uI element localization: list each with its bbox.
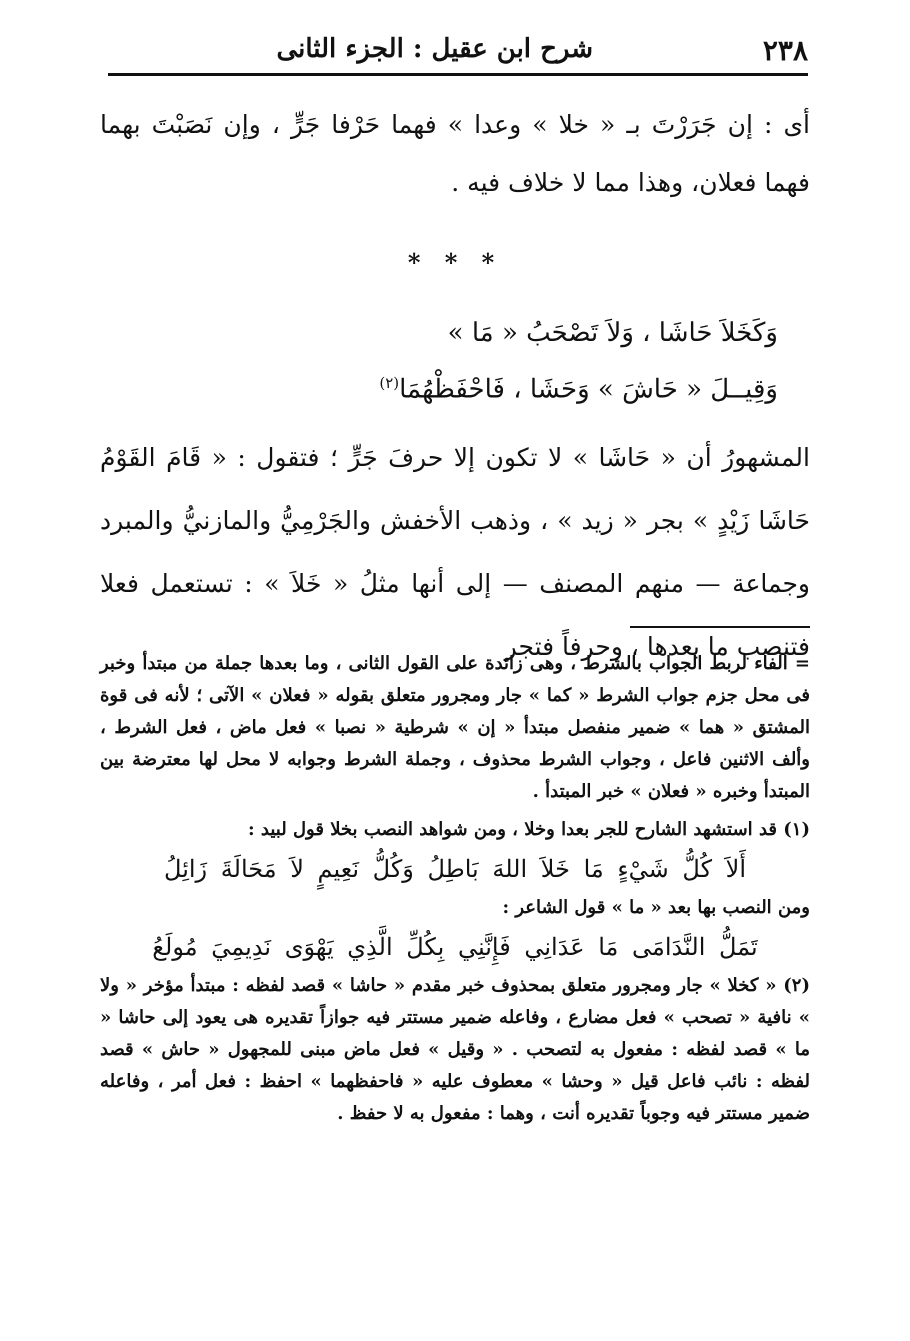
footnote-divider: [630, 626, 810, 628]
footnote-continuation: = الفاء لربط الجواب بالشرط ، وهى زائدة على القول الثانى ، وما بعدها جملة من مبتدأ وخبر فى محل جزم جواب الشرط « كما » جار ومجرور متعلق بقوله « فعلان » الآتى ؛ لأنه فى قوة المشتق « هما » ضمير منفصل مبتدأ « إن » شرطية « نصبا » فعل ماض ، فعل الشرط ، وألف الاثنين فاعل ، وجواب الشرط محذوف ، وجملة الشرط وجوابه لا محل لها معترضة بين المبتدأ وخبره « فعلان » خبر المبتدأ .: [100, 653, 810, 802]
footnote-marker-2: (٢): [379, 374, 400, 392]
section-separator: * * *: [407, 248, 503, 277]
footnote-1-poem-2: تَمَلُّ النَّدَامَى مَا عَدَانِي فَإِنَّنِي بِكُلِّ الَّذِي يَهْوَى نَدِيمِيَ مُولَعُ: [152, 933, 758, 961]
page-number: ٢٣٨: [762, 34, 808, 67]
verse-line-2-text: وَقِيــلَ « حَاشَ » وَحَشَا ، فَاحْفَظْهُمَا: [399, 374, 778, 405]
footnote-1-poem-1: أَلاَ كُلُّ شَيْءٍ مَا خَلاَ اللهَ بَاطِلُ وَكُلُّ نَعِيمٍ لاَ مَحَالَةَ زَائِلُ: [164, 855, 746, 883]
running-title: شرح ابن عقيل : الجزء الثانى: [276, 34, 593, 64]
footnote-1-mid: ومن النصب بها بعد « ما » قول الشاعر :: [502, 897, 810, 918]
intro-paragraph: أى : إن جَرَرْتَ بـ « خلا » وعدا » فهما حَرْفا جَرٍّ ، وإن نَصَبْتَ بهما فهما فعلان، وهذا مما لا خلاف فيه .: [100, 110, 810, 197]
footnote-2: (٢) « كخلا » جار ومجرور متعلق بمحذوف خبر مقدم « حاشا » قصد لفظه : مبتدأ مؤخر « ولا » نافية « تصحب » فعل مضارع ، وفاعله ضمير مستتر فيه جوازاً تقديره هى يعود إلى حاشا « ما » قصد لفظه : مفعول به لتصحب . « وقيل » فعل ماض مبنى للمجهول « حاش » قصد لفظه : نائب فاعل قيل « وحشا » معطوف عليه « فاحفظهما » احفظ : فعل أمر ، وفاعله ضمير مستتر فيه وجوباً تقديره أنت ، وهما : مفعول به لا حفظ .: [100, 975, 810, 1124]
footnote-1-intro: (١) قد استشهد الشارح للجر بعدا وخلا ، ومن شواهد النصب بخلا قول لبيد :: [247, 819, 810, 840]
footnotes-section: [100, 648, 810, 1130]
page-header: [108, 30, 808, 76]
verse-line-1: وَكَخَلاَ حَاشَا ، وَلاَ تَصْحَبُ « مَا »: [447, 318, 778, 348]
commentary-paragraph: المشهورُ أن « حَاشَا » لا تكون إلا حرفَ جَرٍّ ؛ فتقول : « قَامَ القَوْمُ حَاشَا زَيْدٍ » بجر « زيد » ، وذهب الأخفش والجَرْمِيُّ والمازنيُّ والمبرد وجماعة — منهم المصنف — إلى أنها مثلُ « خَلاَ » : تستعمل فعلا فتنصب ما بعدها ، وحرفاً فتجر: [100, 443, 810, 661]
verse-line-2: [379, 374, 778, 405]
